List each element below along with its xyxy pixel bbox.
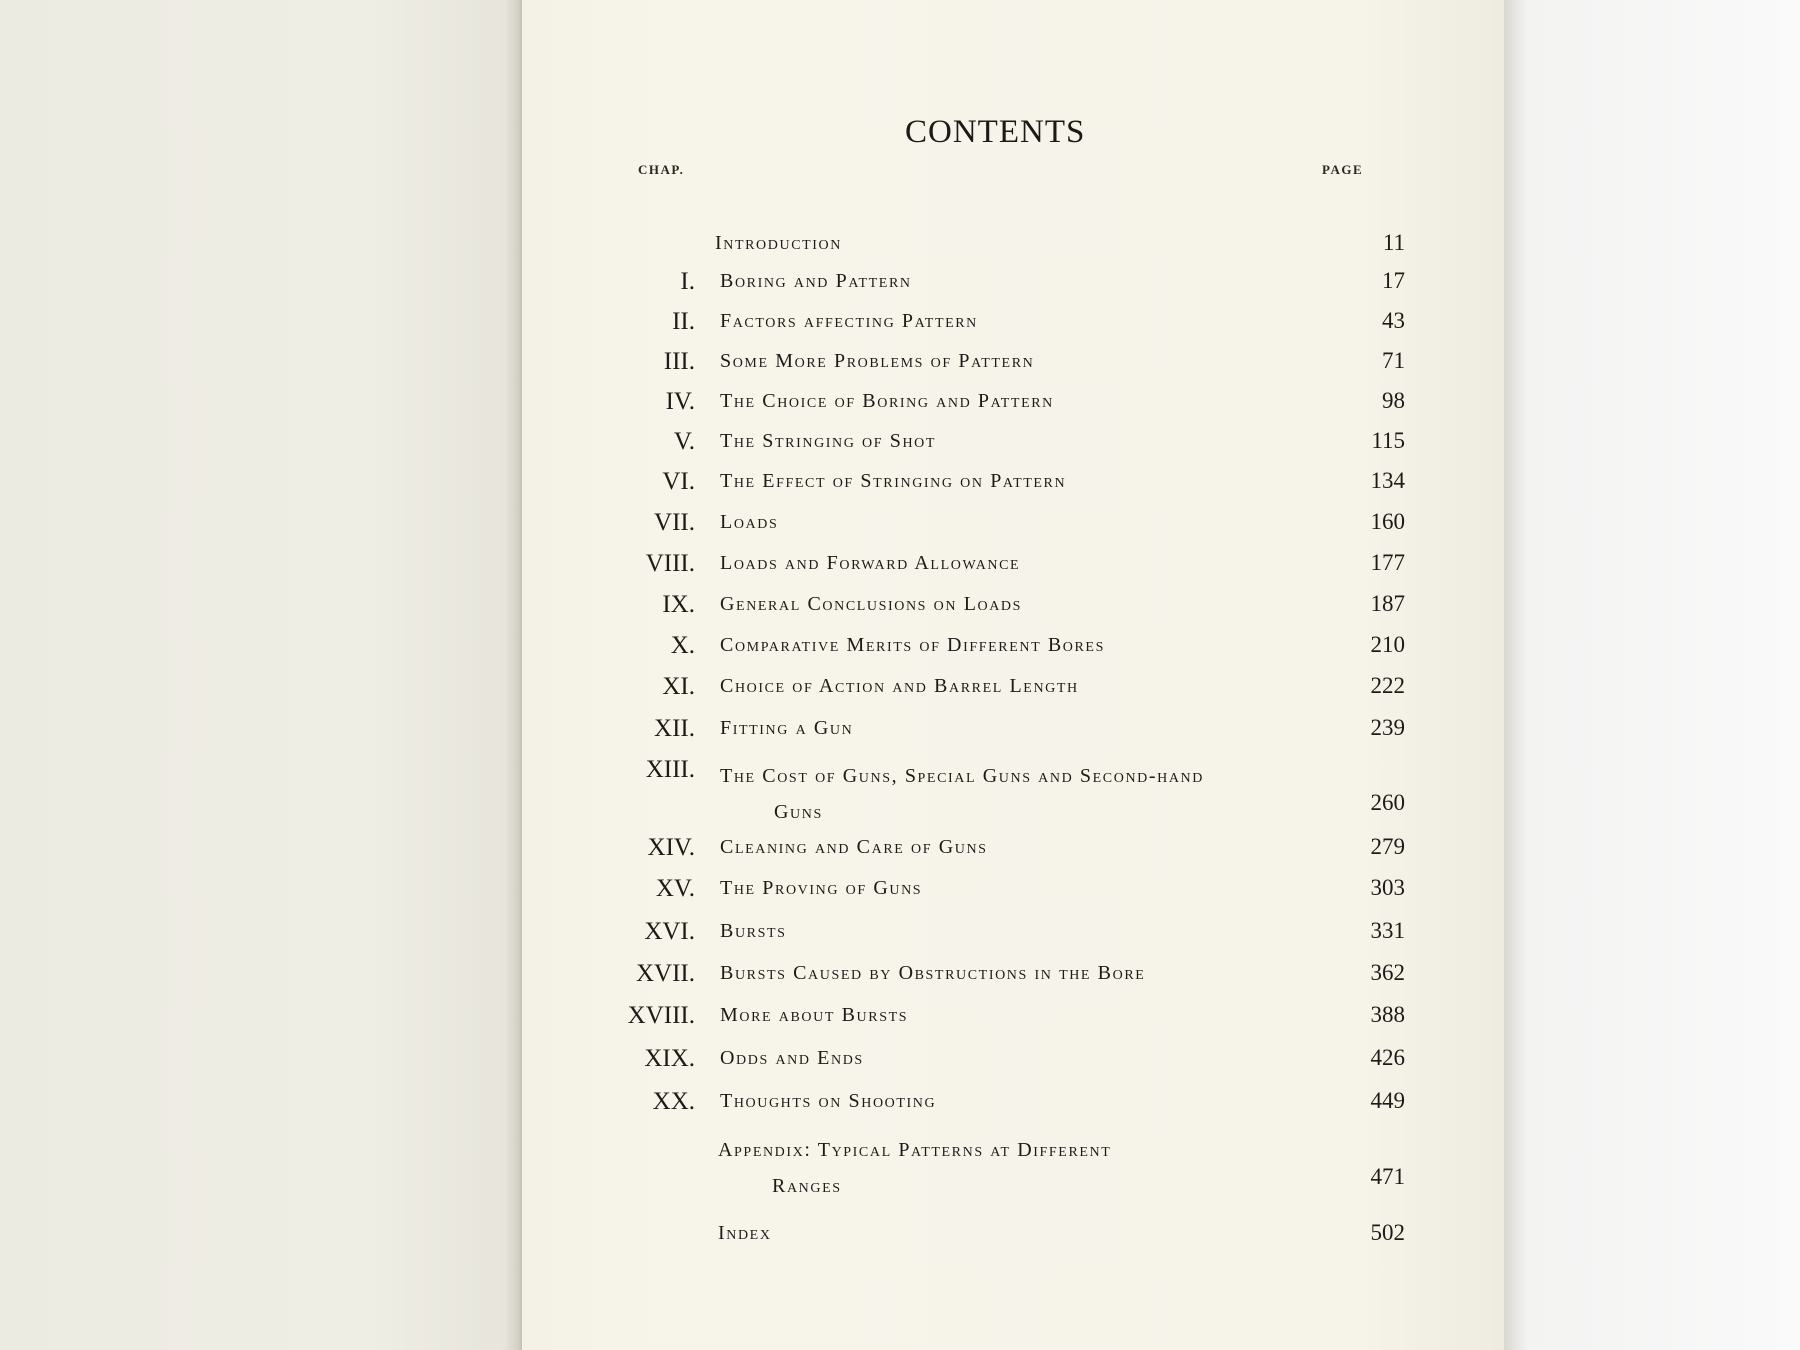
entry-title-line1: The Cost of Guns, Special Guns and Second-hand — [720, 765, 1204, 787]
entry-title: The Stringing of Shot — [720, 430, 937, 452]
entry-number: VIII. — [645, 550, 695, 577]
toc-entry — [600, 713, 1405, 755]
entry-page: 134 — [1370, 468, 1405, 493]
entry-title: Loads and Forward Allowance — [720, 552, 1021, 574]
entry-page: 187 — [1370, 591, 1405, 616]
entry-title: Some More Problems of Pattern — [720, 350, 1035, 372]
page-title: CONTENTS — [905, 114, 1086, 150]
entry-title: Bursts Caused by Obstructions in the Bore — [720, 962, 1146, 984]
toc-entry — [600, 832, 1405, 874]
entry-number: X. — [670, 632, 695, 659]
entry-number: I. — [680, 268, 695, 295]
entry-title: The Choice of Boring and Pattern — [720, 390, 1054, 412]
page-column-label: PAGE — [1322, 162, 1364, 177]
entry-number: V. — [673, 428, 695, 455]
toc-entry — [600, 466, 1405, 508]
toc-entry — [600, 346, 1405, 388]
toc-entry — [600, 873, 1405, 915]
entry-title: Cleaning and Care of Guns — [720, 836, 988, 858]
entry-number: XI. — [662, 673, 695, 700]
entry-number: XV. — [655, 875, 695, 902]
entry-page: 449 — [1370, 1088, 1405, 1113]
entry-title: Odds and Ends — [720, 1047, 864, 1069]
entry-title: Bursts — [720, 920, 787, 942]
entry-title: Comparative Merits of Different Bores — [720, 634, 1105, 656]
entry-page: 98 — [1382, 388, 1405, 413]
entry-page: 43 — [1382, 308, 1405, 333]
chapter-column-label: CHAP. — [638, 162, 685, 177]
entry-title: Fitting a Gun — [720, 717, 854, 739]
toc-entry — [600, 266, 1405, 308]
entry-number: IV. — [665, 388, 695, 415]
entry-number: XVII. — [635, 960, 695, 987]
entry-page: 260 — [1370, 790, 1405, 815]
entry-page: 388 — [1370, 1002, 1405, 1027]
entry-title: The Proving of Guns — [720, 877, 923, 899]
entry-page: 279 — [1370, 834, 1405, 859]
toc-entry — [600, 754, 1405, 830]
bleed-through-text: ​ — [147, 150, 153, 187]
toc-entry — [600, 1043, 1405, 1085]
toc-entry — [600, 548, 1405, 590]
toc-entry-index — [600, 1218, 1405, 1260]
toc-entry — [600, 630, 1405, 672]
entry-title: The Effect of Stringing on Pattern — [720, 470, 1067, 492]
toc-entry — [600, 386, 1405, 428]
entry-page: 210 — [1370, 632, 1405, 657]
toc-entry — [600, 507, 1405, 549]
entry-title: Loads — [720, 511, 779, 533]
entry-title: Factors affecting Pattern — [720, 310, 978, 332]
entry-page: 222 — [1370, 673, 1405, 698]
entry-page: 11 — [1382, 230, 1405, 255]
entry-number: XIV. — [647, 834, 695, 861]
entry-number: VI. — [662, 468, 695, 495]
entry-number: XIII. — [645, 756, 695, 783]
entry-page: 362 — [1370, 960, 1405, 985]
entry-number: XIX. — [644, 1045, 695, 1072]
entry-title — [720, 758, 1340, 830]
entry-title-line1: Appendix: Typical Patterns at Different — [718, 1139, 1112, 1161]
entry-title: Index — [718, 1222, 772, 1244]
toc-entry — [600, 1000, 1405, 1042]
entry-title: More about Bursts — [720, 1004, 909, 1026]
entry-number: XII. — [654, 715, 695, 742]
entry-title: General Conclusions on Loads — [720, 593, 1023, 615]
toc-entry — [600, 306, 1405, 348]
toc-entry — [600, 589, 1405, 631]
entry-number: XX. — [652, 1088, 695, 1115]
toc-entry — [600, 916, 1405, 958]
entry-page: 71 — [1382, 348, 1405, 373]
entry-page: 303 — [1370, 875, 1405, 900]
entry-number: III. — [663, 348, 695, 375]
entry-title — [718, 1132, 1338, 1204]
page-edge — [1504, 0, 1800, 1350]
entry-title-line2: Guns — [774, 801, 823, 823]
entry-page: 502 — [1370, 1220, 1405, 1245]
entry-page: 426 — [1370, 1045, 1405, 1070]
entry-page: 115 — [1371, 428, 1405, 453]
entry-page: 17 — [1382, 268, 1405, 293]
entry-number: XVIII. — [627, 1002, 695, 1029]
toc-entry — [600, 426, 1405, 468]
toc-entry-appendix — [600, 1128, 1405, 1204]
entry-title-line2: Ranges — [772, 1175, 842, 1197]
entry-number: IX. — [662, 591, 695, 618]
entry-page: 160 — [1370, 509, 1405, 534]
entry-page: 177 — [1370, 550, 1405, 575]
entry-page: 331 — [1370, 918, 1405, 943]
entry-page: 239 — [1370, 715, 1405, 740]
entry-title: Choice of Action and Barrel Length — [720, 675, 1079, 697]
entry-number: II. — [672, 308, 695, 335]
entry-title: Thoughts on Shooting — [720, 1090, 937, 1112]
entry-page: 471 — [1370, 1164, 1405, 1189]
entry-title: Boring and Pattern — [720, 270, 912, 292]
toc-entry — [600, 1086, 1405, 1128]
entry-number: VII. — [654, 509, 695, 536]
toc-entry — [600, 958, 1405, 1000]
left-page — [0, 0, 520, 1350]
toc-entry — [600, 671, 1405, 713]
entry-number: XVI. — [644, 918, 695, 945]
toc-entry-introduction — [600, 228, 1405, 270]
entry-title: Introduction — [715, 232, 842, 254]
